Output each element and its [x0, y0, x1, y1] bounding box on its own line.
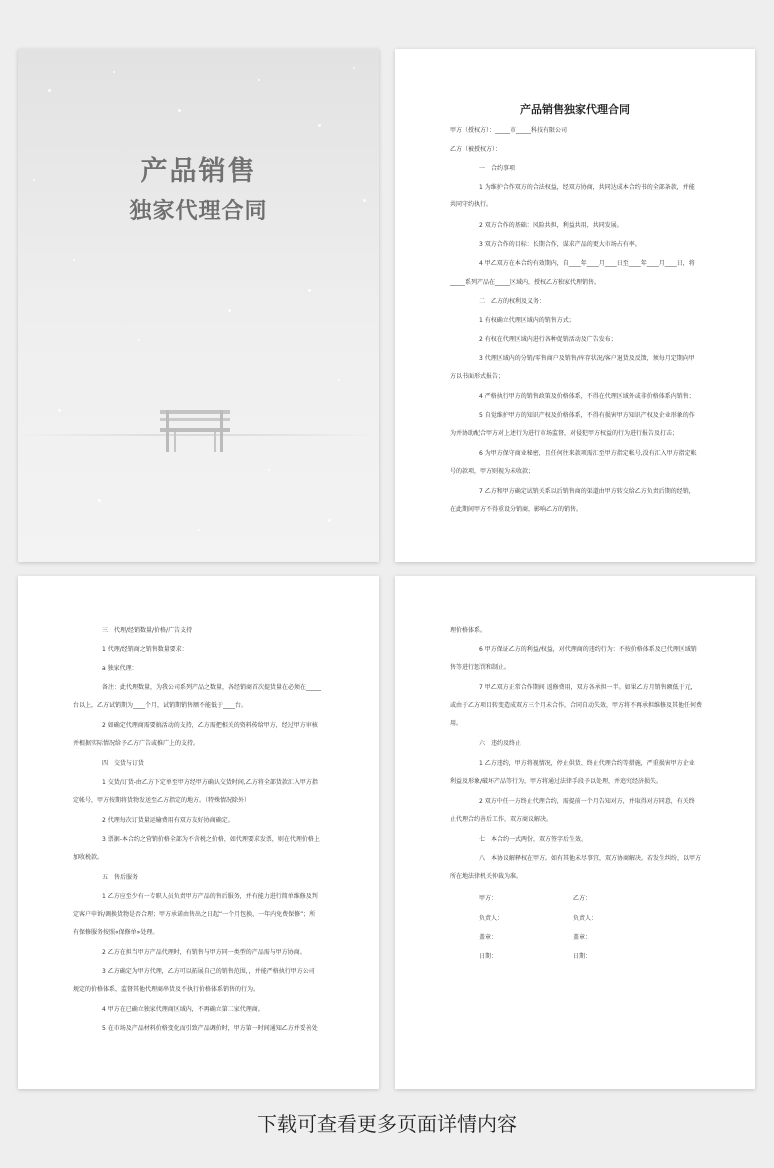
- section-heading: 二 乙方的权利及义务：: [479, 298, 546, 305]
- section-heading: 一 合约事项: [479, 165, 516, 172]
- section-heading: 三 代理/经销数量/价格/广告支持: [102, 627, 193, 634]
- signature-responsible-a: 负责人：: [479, 915, 504, 922]
- text-line: 2 代理每次订货量运输费用有双方友好协商确定。: [102, 817, 234, 824]
- text-line: 3 票据-本合约之营销价格全部为不含税之价格，如代理要求发票，则在代理价格上: [102, 836, 320, 843]
- text-line: 1 为维护合作双方的合法权益，经双方协商，共同达成本合约书的全部条款，并能: [479, 184, 695, 191]
- text-line: 售等进行惩罚和制止。: [450, 664, 511, 671]
- signature-responsible-b: 负责人：: [573, 915, 598, 922]
- text-line: 备注：此代理数量，为我公司系列产品之数量，各经销商首次提货量在必须在_____: [102, 684, 322, 691]
- signature-seal-b: 盖章：: [573, 934, 592, 941]
- text-line: 6 为甲方保守商业秘密，且任何往来款项需汇至甲方指定帐号,没有汇入甲方指定帐: [479, 450, 697, 457]
- contract-page-1: [395, 49, 755, 562]
- text-line: 在此期间甲方不得重设分销商，影响乙方的销售。: [450, 506, 583, 513]
- section-heading: 六 违约及终止: [479, 740, 522, 747]
- contract-page-2: [18, 576, 379, 1089]
- text-line: 所在地法律机关仲裁为准。: [450, 873, 523, 880]
- text-line: a 独家代理：: [102, 665, 138, 672]
- text-line: 4 甲乙双方在本合约有效期内，自____年____月____日至____年____月____日，将: [479, 260, 695, 267]
- text-line: 甲方（授权方）：_____市_____科技有限公司: [450, 127, 568, 134]
- text-line: 定帐号，甲方按期将货物发送至乙方指定的地方。（特殊情况除外）: [73, 797, 251, 804]
- text-line: 为并协助配合甲方对上述行为进行市场监督，对侵犯甲方权益的行为进行报告及打击；: [450, 430, 679, 437]
- text-line: _____系列产品在_____区域内，授权乙方独家代理销售。: [450, 279, 601, 286]
- text-line: 2 乙方在担当甲方产品代理时，有销售与甲方同一类型的产品需与甲方协商。: [102, 949, 306, 956]
- cover-title-line2: 独家代理合同: [129, 199, 268, 224]
- text-line: 定客户申诉/调换货物是否合理；甲方承诺由售出之日起“一个月包换，一年内免费保修”；所: [73, 911, 316, 918]
- section-heading: 七 本合约一式两份，双方签字后生效。: [479, 836, 588, 843]
- text-line: 3 乙方确定为甲方代理，乙方可以拓展自己的销售范围，，并能严格执行甲方公司: [102, 968, 315, 975]
- text-line: 7 甲乙双方正常合作期间 返修费用，双方各承担一半。如果乙方月销售额低于元，: [479, 684, 697, 691]
- text-line: 乙方（被授权方）：: [450, 146, 502, 153]
- text-line: 7 乙方和甲方确定试销关系以后销售商的渠道由甲方转交给乙方负责后期的经销，: [479, 488, 695, 495]
- text-line: 2 双方合作的基础：风险共担，利益共用，共同发展。: [479, 222, 623, 229]
- text-line: 1 乙方违约，甲方将视情况，停止供货、终止代理合约等措施，严重损害甲方企业: [479, 760, 695, 767]
- text-line: 理价格体系。: [450, 627, 487, 634]
- text-line: 台以上，乙方试销期为____个月，试销期销售额不能低于____台。: [73, 702, 248, 709]
- download-more-link[interactable]: 下载可查看更多页面详情内容: [257, 1112, 517, 1136]
- text-line: 3 代理区域内的分销/零售商户及销售/库存状况/客户退货及反馈，须每月定期向甲: [479, 355, 695, 362]
- text-line: 1 有权确立代理区域内的销售方式；: [479, 317, 575, 324]
- section-heading: 八 本协议解释权在甲方。如有其他未尽事宜，双方协商解决。若发生纠纷，以甲方: [479, 855, 702, 862]
- bench-illustration: [160, 406, 230, 454]
- signature-date-b: 日期：: [573, 953, 592, 960]
- section-heading: 五 售后服务: [102, 874, 139, 881]
- text-line: 加收税款。: [73, 854, 104, 861]
- text-line: 2 有权在代理区域内进行各种促销活动及广告发布；: [479, 336, 617, 343]
- text-line: 方以书面形式报告；: [450, 373, 505, 380]
- signature-party-b: 乙方：: [573, 895, 592, 902]
- cover-title-line1: 产品销售: [140, 156, 257, 187]
- text-line: 1 交货/订货-由乙方下定单至甲方经甲方确认交货时间,乙方将全部货款汇入甲方指: [102, 779, 318, 786]
- text-line: 并根据实际情况给予乙方广告或推广上的支持。: [73, 740, 200, 747]
- text-line: 5 自觉维护甲方的知识产权及价格体系，不得有损害甲方知识产权及企业形象的作: [479, 412, 695, 419]
- contract-title: 产品销售独家代理合同: [520, 103, 630, 116]
- text-line: 2 如确定代理商需要搞活动的支持，乙方需把相关的资料传给甲方，经过甲方审核: [102, 722, 318, 729]
- signature-seal-a: 盖章：: [479, 934, 498, 941]
- text-line: 号的款项，甲方则视为未收款；: [450, 468, 535, 475]
- text-line: 3 双方合作的目标：长期合作，谋求产品的更大市场占有率。: [479, 241, 641, 248]
- text-line: 1 代理/经销商之销售数量要求：: [102, 646, 188, 653]
- signature-date-a: 日期：: [479, 953, 498, 960]
- text-line: 规定的价格体系，监督其他代理商串货及不执行价格体系销售的行为。: [73, 986, 260, 993]
- text-line: 4 严格执行甲方的销售政策及价格体系，不得在代理区域外或非价格体系内销售；: [479, 393, 695, 400]
- text-line: 用。: [450, 720, 463, 727]
- text-line: 1 乙方应至少有一专职人员负责甲方产品的售后服务，并有能力进行简单维修及判: [102, 893, 318, 900]
- text-line: 利益及形象/破坏产品等行为，甲方将通过法律手段予以处理，并追究经济损失。: [450, 778, 663, 785]
- signature-party-a: 甲方：: [479, 895, 498, 902]
- text-line: 或由于乙方项目转变造成双方三个月未合作，合同自动失效，甲方将不再承担维修及其他任何费: [450, 702, 703, 709]
- text-line: 有保修服务按照«保修单»处理。: [73, 929, 159, 936]
- text-line: 2 双方中任一方终止代理合约，需提前一个月告知对方，并取得对方同意，有关终: [479, 798, 695, 805]
- cover-page: [18, 49, 379, 562]
- text-line: 共同守约执行。: [450, 201, 493, 208]
- section-heading: 四 交货与订货: [102, 760, 145, 767]
- text-line: 5 在市场及产品材料价格变化而引致产品调价时，甲方第一时间通知乙方并妥善处: [102, 1025, 318, 1032]
- text-line: 6 甲方保证乙方的利益/权益，对代理商的违约行为：不按价格体系及已代理区域销: [479, 646, 697, 653]
- text-line: 4 甲方在已确立独家代理商区域内，不再确立第二家代理商。: [102, 1006, 264, 1013]
- contract-page-3: [395, 576, 755, 1089]
- text-line: 止代理合约善后工作，双方商议解决。: [450, 816, 553, 823]
